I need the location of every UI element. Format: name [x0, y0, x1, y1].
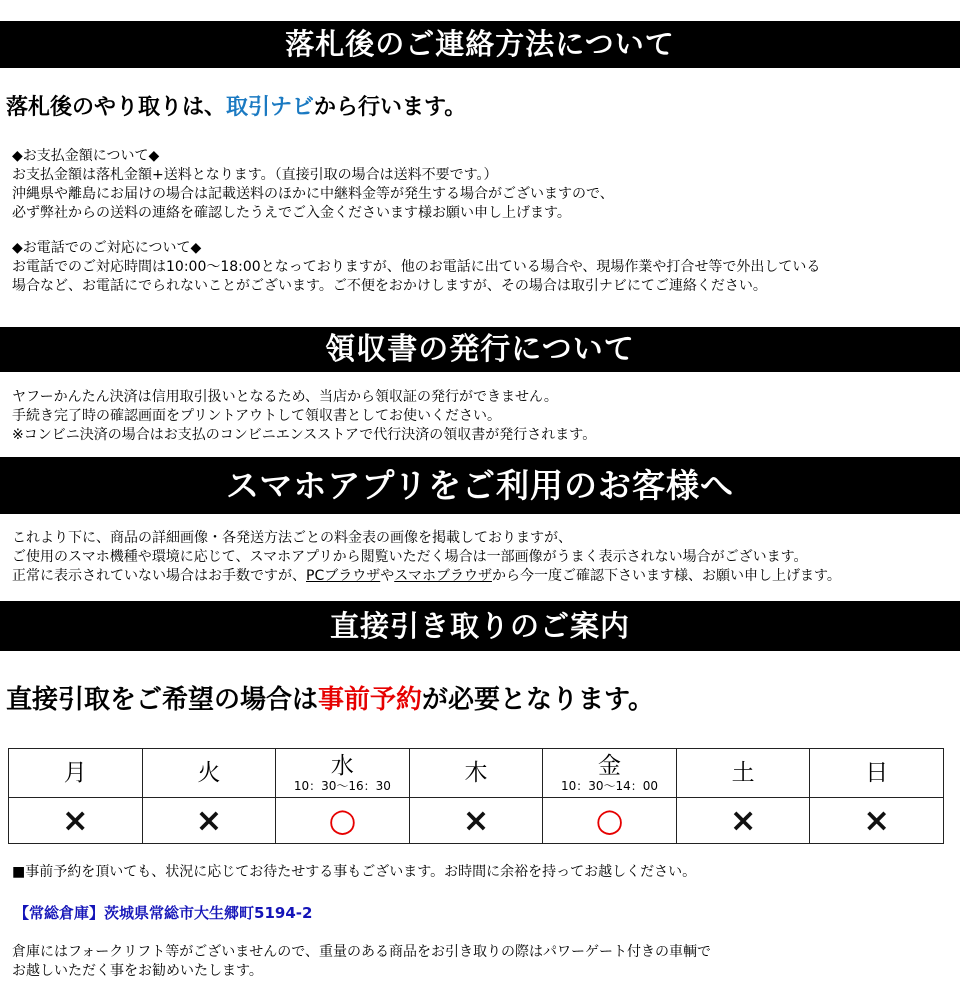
smartphone-browser-link[interactable]: スマホブラウザ	[394, 568, 492, 584]
day-header-mon	[9, 749, 143, 798]
receipt-line: ヤフーかんたん決済は信用取引扱いとなるため、当店から領収証の発行ができません。	[12, 389, 558, 405]
pickup-schedule-table	[8, 748, 944, 844]
payment-line: 沖縄県や離島にお届けの場合は記載送料のほかに中継料金等が発生する場合がございますので、	[12, 186, 614, 202]
day-time-label: 10：30～14：00	[560, 779, 659, 793]
smartphone-line3-post: から今一度ご確認下さいます様、お願い申し上げます。	[491, 568, 841, 584]
pc-browser-link[interactable]: PCブラウザ	[306, 568, 381, 584]
status-cell-mon: ×	[9, 798, 143, 844]
phone-line: 場合など、お電話にでられないことがございます。ご不便をおかけしますが、その場合は取引ナビにてご連絡ください。	[12, 278, 767, 294]
advance-reservation-emphasis: 事前予約	[318, 685, 423, 715]
status-cell-tue: ×	[142, 798, 276, 844]
smartphone-line: ご使用のスマホ機種や環境に応じて、スマホアプリから閲覧いただく場合は一部画像がうまく表示されない場合がございます。	[12, 549, 808, 565]
schedule-status-row	[9, 798, 944, 844]
status-cell-sun: ×	[810, 798, 944, 844]
pickup-heading	[6, 679, 960, 716]
phone-paragraph	[12, 239, 960, 296]
day-header-sun	[810, 749, 944, 798]
warehouse-note	[12, 943, 960, 981]
status-cell-wed: ○	[276, 798, 410, 844]
warehouse-note-line: お越しいただく事をお勧めいたします。	[12, 963, 263, 979]
status-cell-thu: ×	[409, 798, 543, 844]
day-header-wed	[276, 749, 410, 798]
receipt-paragraph	[12, 388, 960, 445]
status-cell-sat: ×	[676, 798, 810, 844]
day-label: 火	[197, 760, 221, 786]
payment-line: お支払金額は落札金額+送料となります。（直接引取の場合は送料不要です。）	[12, 167, 498, 183]
day-header-sat	[676, 749, 810, 798]
status-cell-fri: ○	[543, 798, 677, 844]
receipt-line: ※コンビニ決済の場合はお支払のコンビニエンスストアで代行決済の領収書が発行されます。	[12, 427, 597, 443]
smartphone-line3-pre: 正常に表示されていない場合はお手数ですが、	[12, 568, 306, 584]
smartphone-section-banner: スマホアプリをご利用のお客様へ	[0, 457, 960, 514]
smartphone-line: これより下に、商品の詳細画像・各発送方法ごとの料金表の画像を掲載しておりますが、	[12, 530, 572, 546]
smartphone-line	[12, 567, 960, 586]
smartphone-paragraph	[12, 529, 960, 586]
day-label: 土	[731, 760, 755, 786]
payment-paragraph	[12, 147, 960, 223]
day-label: 金	[598, 753, 622, 779]
schedule-day-header-row	[9, 749, 944, 798]
day-label: 日	[865, 760, 889, 786]
intro-text-pre: 落札後のやり取りは、	[6, 95, 227, 120]
receipt-line: 手続き完了時の確認画面をプリントアウトして領収書としてお使いください。	[12, 408, 502, 424]
transaction-navi-link[interactable]: 取引ナビ	[226, 95, 315, 120]
intro-text-post: から行います。	[314, 95, 467, 120]
warehouse-address: 【常総倉庫】茨城県常総市大生郷町5194-2	[14, 904, 313, 922]
day-label: 月	[63, 760, 87, 786]
pickup-section-banner: 直接引き取りのご案内	[0, 601, 960, 651]
day-time-label: 10：30～16：30	[293, 779, 391, 793]
phone-heading: ◆お電話でのご対応について◆	[12, 240, 202, 256]
pickup-heading-post: が必要となります。	[422, 685, 654, 715]
contact-intro-line	[6, 90, 960, 121]
payment-line: 必ず弊社からの送料の連絡を確認したうえでご入金くださいます様お願い申し上げます。	[12, 205, 571, 221]
warehouse-note-line: 倉庫にはフォークリフト等がございませんので、重量のある商品をお引き取りの際はパワーゲート付きの車輌で	[12, 944, 712, 960]
day-label: 水	[330, 753, 354, 779]
payment-heading: ◆お支払金額について◆	[12, 148, 160, 164]
contact-section-banner: 落札後のご連絡方法について	[0, 21, 960, 68]
receipt-section-banner: 領収書の発行について	[0, 327, 960, 372]
day-header-fri	[543, 749, 677, 798]
reservation-caution-note: ■事前予約を頂いても、状況に応じてお待たせする事もございます。お時間に余裕を持ってお越しください。	[12, 864, 697, 880]
phone-line: お電話でのご対応時間は10:00～18:00となっておりますが、他のお電話に出ている場合や、現場作業や打合せ等で外出している	[12, 259, 821, 275]
smartphone-line3-mid: や	[380, 568, 395, 584]
day-header-thu	[409, 749, 543, 798]
day-header-tue	[142, 749, 276, 798]
day-label: 木	[464, 760, 488, 786]
pickup-heading-pre: 直接引取をご希望の場合は	[6, 685, 319, 715]
